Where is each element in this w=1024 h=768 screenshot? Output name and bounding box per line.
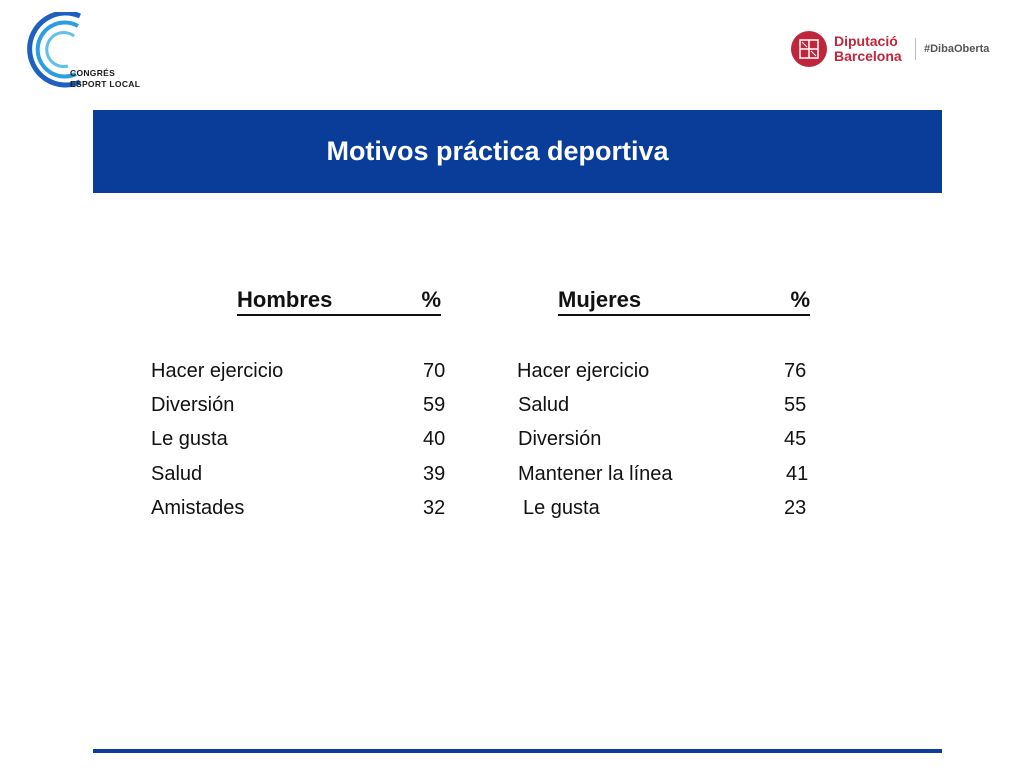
women-heading-label: Mujeres: [558, 287, 642, 312]
men-row-value: 32: [423, 497, 446, 519]
men-row-label: Diversión: [151, 394, 235, 416]
women-heading: [558, 286, 810, 316]
men-row-value: 39: [423, 463, 446, 485]
title-band: [93, 110, 942, 193]
congres-esport-local-logo: [18, 12, 158, 92]
women-row-value: 55: [784, 394, 807, 416]
women-row: [518, 426, 818, 452]
footer-divider: [93, 749, 942, 753]
logo-divider: [915, 38, 916, 60]
men-row: [151, 392, 451, 418]
congres-logo-line2: ESPORT LOCAL: [70, 79, 141, 89]
diputacio-barcelona-logo: [790, 30, 1005, 68]
men-row-value: 59: [423, 394, 446, 416]
men-row-label: Hacer ejercicio: [151, 360, 284, 382]
women-row: [517, 358, 817, 384]
women-row-label: Hacer ejercicio: [517, 360, 650, 382]
men-row: [151, 358, 451, 384]
hashtag-text: #DibaOberta: [924, 43, 990, 55]
men-row-label: Salud: [151, 463, 203, 485]
congres-logo-line1: CONGRÉS: [70, 68, 116, 78]
women-row: [523, 495, 823, 521]
women-row-value: 76: [784, 360, 807, 382]
diputacio-name-line1: Diputació: [834, 33, 898, 49]
men-row-value: 70: [423, 360, 446, 382]
men-row-label: Le gusta: [151, 428, 228, 450]
men-heading: [237, 286, 441, 316]
men-row: [151, 495, 451, 521]
women-row-label: Mantener la línea: [518, 463, 673, 485]
women-row-value: 23: [784, 497, 807, 519]
page-title: Motivos práctica deportiva: [326, 136, 669, 166]
women-row: [518, 392, 818, 418]
diputacio-name-line2: Barcelona: [834, 48, 902, 64]
men-heading-label: Hombres: [237, 287, 333, 312]
men-row: [151, 461, 451, 487]
women-row-value: 41: [786, 463, 809, 485]
men-pct-label: %: [421, 287, 441, 312]
men-row-label: Amistades: [151, 497, 245, 519]
diputacio-seal-icon: [790, 30, 828, 68]
women-row-label: Salud: [518, 394, 570, 416]
women-row-label: Diversión: [518, 428, 602, 450]
men-row-value: 40: [423, 428, 446, 450]
women-pct-label: %: [790, 287, 810, 312]
men-row: [151, 426, 451, 452]
women-row-label: Le gusta: [523, 497, 600, 519]
women-row: [518, 461, 818, 487]
women-row-value: 45: [784, 428, 807, 450]
